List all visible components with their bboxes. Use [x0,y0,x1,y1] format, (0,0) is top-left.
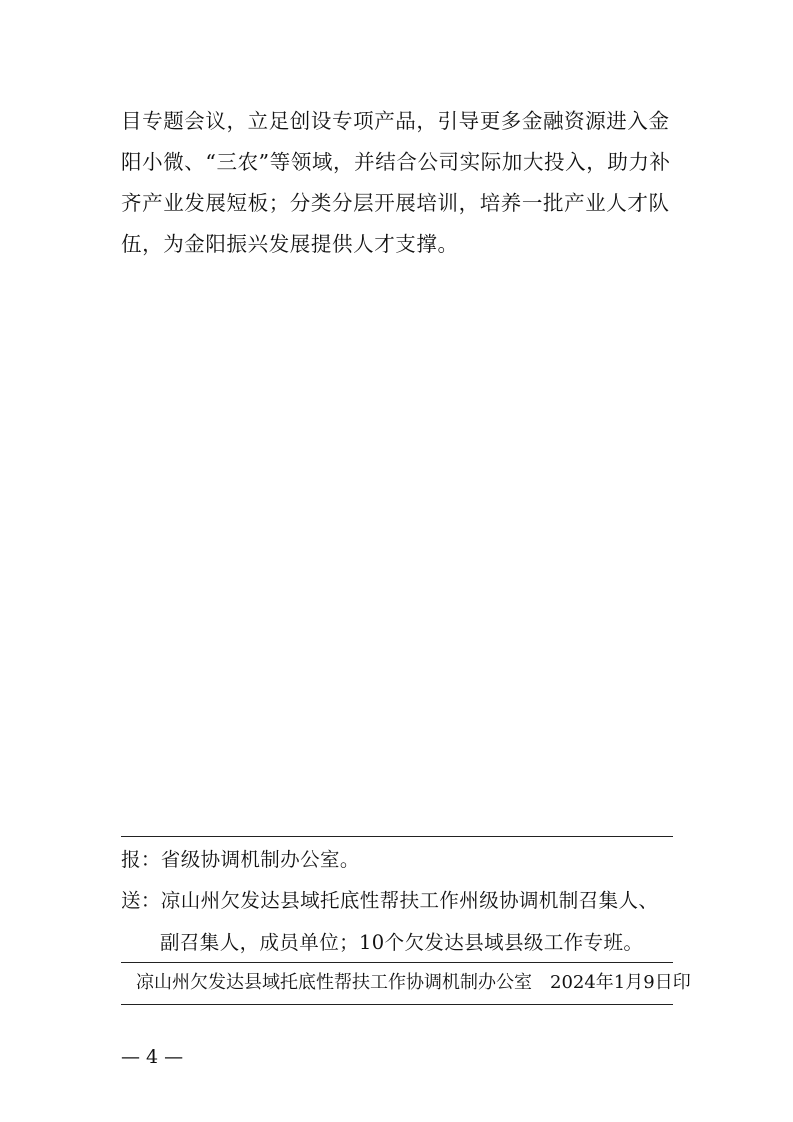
print-info-line [136,969,691,997]
report-to-line: 报：省级协调机制办公室。 [121,848,360,871]
body-paragraph [121,101,681,265]
copy-to-line: 送：凉山州欠发达县域托底性帮扶工作州级协调机制召集人、 [121,889,659,912]
page-number: — 4 — [121,1046,184,1068]
body-line-1: 目专题会议，立足创设专项产品，引导更多金融资源进入金 [121,109,670,133]
distribution-bottom-rule [121,1004,673,1005]
distribution-top-rule [121,836,673,837]
body-line-4: 伍，为金阳振兴发展提供人才支撑。 [121,232,459,256]
body-line-3: 齐产业发展短板；分类分层开展培训，培养一批产业人才队 [121,191,670,215]
body-line-2: 阳小微、“三农”等领域，并结合公司实际加大投入，助力补 [121,150,671,174]
print-date: 2024年1月9日印 [550,972,691,993]
copy-to-line-continued: 副召集人，成员单位；10个欠发达县域县级工作专班。 [160,931,644,954]
distribution-middle-rule [121,962,673,963]
issuing-office: 凉山州欠发达县域托底性帮扶工作协调机制办公室 [136,972,532,993]
